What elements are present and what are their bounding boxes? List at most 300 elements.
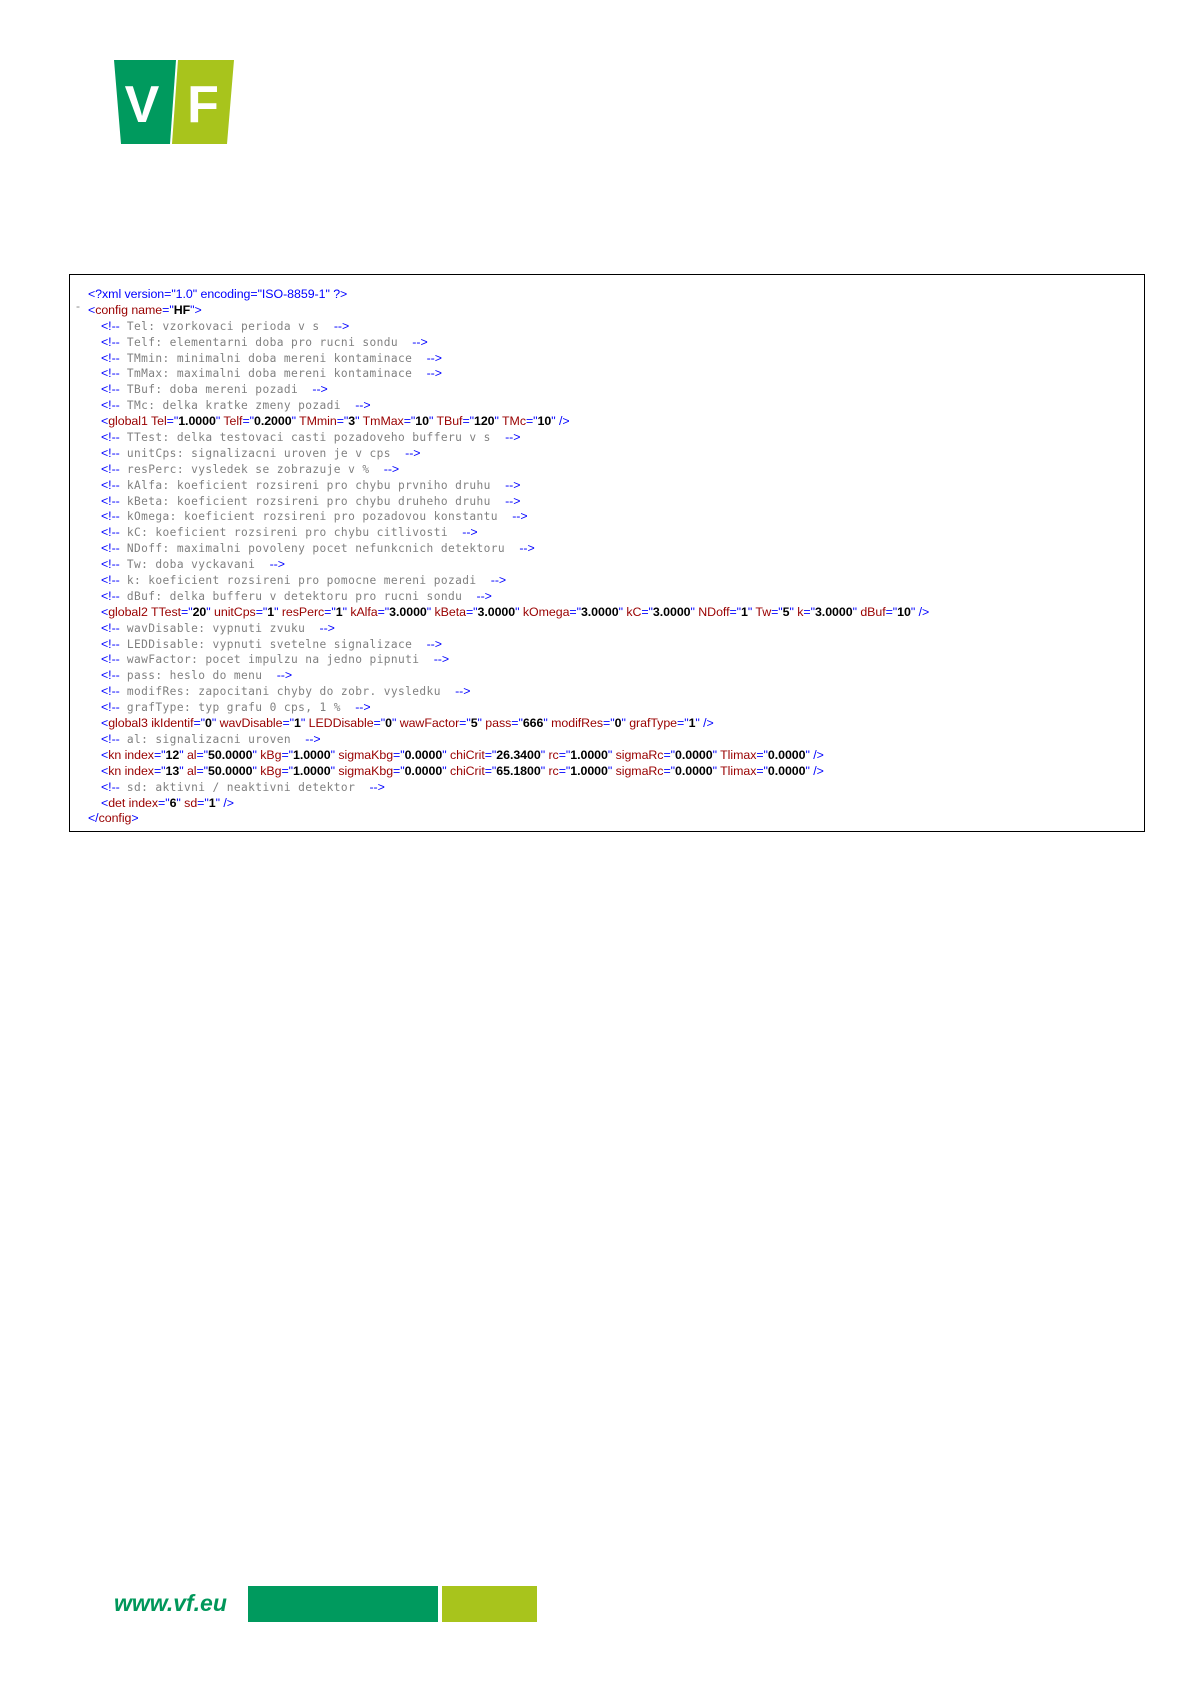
attr-value: 1.0000 — [570, 747, 608, 762]
comment-text: wawFactor: pocet impulzu na jedno pipnuti — [119, 653, 434, 667]
attr-quote: =" — [641, 604, 653, 619]
attr-name: al — [183, 763, 197, 778]
comment-open: <!-- — [101, 525, 120, 540]
xml-line — [70, 780, 1144, 796]
attr-value: 0.0000 — [675, 747, 713, 762]
comment-close: --> — [426, 636, 442, 651]
attr-value: 1 — [741, 604, 748, 619]
attr-name: wawFactor — [396, 716, 460, 731]
attr-value: 1.0000 — [292, 747, 331, 762]
xml-line — [70, 732, 1144, 748]
comment-close: --> — [333, 318, 350, 333]
comment-text: pass: heslo do menu — [119, 669, 277, 683]
comment-text: TMmin: minimalni doba mereni kontaminace — [119, 351, 427, 365]
attr-name: Tel — [147, 414, 167, 429]
footer-green-bar — [248, 1586, 438, 1622]
xml-line — [70, 764, 1144, 780]
attr-quote: " — [695, 716, 700, 731]
attr-quote: " — [300, 716, 306, 731]
attr-name: wavDisable — [216, 716, 283, 731]
attr-name: TTest — [147, 604, 182, 619]
attr-value: HF — [173, 302, 191, 317]
tag-bracket: /> — [699, 716, 714, 731]
xml-line — [70, 335, 1144, 351]
attr-value: 50.0000 — [208, 763, 253, 778]
xml-line — [70, 351, 1144, 367]
comment-open: <!-- — [101, 493, 120, 508]
xml-line — [70, 684, 1144, 700]
xml-line — [70, 398, 1144, 414]
attr-name: resPerc — [278, 604, 325, 619]
attr-name: index — [121, 747, 154, 762]
attr-quote: " — [852, 604, 857, 619]
comment-open: <!-- — [101, 366, 120, 381]
tag-bracket: /> — [555, 414, 570, 429]
attr-quote: " — [176, 795, 181, 810]
comment-close: --> — [319, 620, 335, 635]
xml-line — [70, 414, 1144, 430]
attr-name: TMc — [498, 414, 526, 429]
attr-value: 13 — [165, 763, 180, 778]
comment-text: TBuf: doba mereni pozadi — [119, 383, 313, 397]
comment-close: --> — [476, 588, 492, 603]
attr-value: 3.0000 — [389, 604, 427, 619]
comment-text: unitCps: signalizacni uroven je v cps — [119, 446, 406, 460]
attr-quote: " — [206, 604, 211, 619]
attr-name: TMmin — [295, 414, 337, 429]
comment-text: kAlfa: koeficient rozsireni pro chybu prvniho druhu — [119, 478, 506, 492]
attr-value: 1 — [294, 716, 301, 731]
comment-close: --> — [490, 573, 507, 588]
tag-bracket: < — [101, 414, 109, 429]
attr-quote: " — [215, 414, 221, 429]
attr-quote: " — [712, 747, 717, 762]
tag-name: global3 — [108, 716, 148, 731]
comment-close: --> — [276, 668, 293, 683]
comment-close: --> — [312, 382, 328, 397]
attr-value: 1 — [208, 795, 216, 810]
attr-quote: " — [215, 795, 220, 810]
attr-quote: " — [607, 747, 613, 762]
comment-text: NDoff: maximalni povoleny pocet nefunkcnich detektoru — [119, 542, 520, 556]
xml-line — [70, 668, 1144, 684]
comment-open: <!-- — [101, 509, 120, 524]
comment-close: --> — [383, 461, 400, 476]
comment-text: TmMax: maximalni doba mereni kontaminace — [119, 367, 427, 381]
comment-text: TTest: delka testovaci casti pozadoveho bufferu v s — [119, 431, 506, 445]
attr-name: sigmaKbg — [334, 747, 394, 762]
attr-name: kC — [622, 604, 642, 619]
tag-bracket: </ — [88, 811, 99, 826]
xml-line — [70, 716, 1144, 732]
comment-open: <!-- — [101, 588, 120, 603]
tag-name: config — [98, 811, 132, 826]
xml-lines — [70, 287, 1144, 827]
attr-value: 3.0000 — [814, 604, 853, 619]
comment-text: Telf: elementarni doba pro rucni sondu — [119, 335, 413, 349]
attr-value: 0 — [385, 716, 392, 731]
attr-quote: " — [330, 763, 335, 778]
comment-open: <!-- — [101, 445, 120, 460]
attr-quote: " — [690, 604, 695, 619]
xml-line — [70, 366, 1144, 382]
attr-name: modifRes — [547, 716, 604, 731]
tag-name: global2 — [108, 604, 148, 619]
attr-quote: =" — [166, 414, 179, 429]
comment-close: --> — [505, 477, 521, 492]
comment-close: --> — [355, 700, 371, 715]
attr-value: 6 — [169, 795, 177, 810]
comment-open: <!-- — [101, 652, 120, 667]
comment-close: --> — [269, 557, 285, 572]
comment-close: --> — [455, 684, 471, 699]
comment-text: k: koeficient rozsireni pro pomocne mereni pozadi — [119, 574, 491, 588]
attr-name: index — [125, 795, 159, 810]
comment-close: --> — [433, 652, 450, 667]
comment-text: LEDDisable: vypnuti svetelne signalizace — [119, 637, 427, 651]
attr-quote: =" — [803, 604, 815, 619]
attr-quote: =" — [511, 716, 523, 731]
attr-quote: =" — [181, 604, 193, 619]
xml-line — [70, 478, 1144, 494]
tag-bracket: > — [194, 302, 202, 317]
attr-name: dBuf — [856, 604, 886, 619]
attr-quote: =" — [663, 763, 676, 778]
attr-quote: =" — [663, 747, 676, 762]
attr-name: kAlfa — [346, 604, 378, 619]
attr-quote: =" — [403, 414, 416, 429]
attr-quote: =" — [373, 716, 386, 731]
attr-name: chiCrit — [446, 747, 485, 762]
xml-line — [70, 637, 1144, 653]
attr-name: Telf — [220, 414, 243, 429]
xml-line — [70, 557, 1144, 573]
tag-bracket: < — [101, 795, 109, 810]
comment-text: resPerc: vysledek se zobrazuje v % — [119, 462, 384, 476]
attr-quote: " — [551, 414, 556, 429]
attr-quote: " — [747, 604, 753, 619]
tag-name: kn — [108, 747, 122, 762]
attr-quote: =" — [459, 716, 471, 731]
attr-value: 0.0000 — [767, 763, 806, 778]
attr-quote: " — [805, 747, 810, 762]
comment-text: kC: koeficient rozsireni pro chybu citlivosti — [119, 526, 463, 540]
attr-quote: =" — [281, 747, 293, 762]
attr-quote: =" — [558, 763, 571, 778]
attr-quote: =" — [465, 604, 478, 619]
attr-value: 3.0000 — [652, 604, 691, 619]
xml-line — [70, 652, 1144, 668]
attr-quote: =" — [484, 747, 497, 762]
attr-quote: " — [540, 763, 546, 778]
attr-value: 0 — [205, 716, 212, 731]
attr-name: kOmega — [519, 604, 570, 619]
attr-value: 10 — [897, 604, 911, 619]
attr-name: chiCrit — [446, 763, 485, 778]
comment-open: <!-- — [101, 461, 120, 476]
attr-quote: =" — [196, 763, 209, 778]
comment-close: --> — [505, 493, 521, 508]
xml-line — [70, 811, 1144, 827]
footer-lime-bar — [442, 1586, 537, 1622]
collapse-toggle[interactable]: - — [76, 299, 80, 313]
attr-quote: " — [426, 604, 432, 619]
attr-quote: =" — [558, 747, 571, 762]
attr-quote: =" — [336, 414, 349, 429]
attr-value: 12 — [165, 747, 180, 762]
attr-quote: " — [179, 747, 184, 762]
attr-quote: " — [391, 716, 397, 731]
attr-quote: " — [291, 414, 296, 429]
attr-name: kBg — [256, 763, 282, 778]
attr-quote: =" — [158, 795, 170, 810]
comment-text: kOmega: koeficient rozsireni pro pozadovou konstantu — [119, 510, 513, 524]
comment-open: <!-- — [101, 636, 120, 651]
attr-quote: =" — [393, 763, 405, 778]
tag-bracket: > — [131, 811, 139, 826]
attr-name: sd — [180, 795, 198, 810]
attr-quote: " — [515, 604, 520, 619]
attr-name: sigmaRc — [612, 747, 664, 762]
attr-value: 3.0000 — [477, 604, 516, 619]
attr-name: rc — [545, 763, 559, 778]
attr-name: index — [121, 763, 154, 778]
xml-line — [70, 525, 1144, 541]
comment-open: <!-- — [101, 541, 120, 556]
attr-value: 0.0000 — [404, 747, 443, 762]
attr-quote: =" — [255, 604, 268, 619]
attr-value: 3 — [348, 414, 356, 429]
attr-name: TmMax — [359, 414, 404, 429]
comment-open: <!-- — [101, 350, 120, 365]
attr-quote: =" — [281, 763, 293, 778]
comment-open: <!-- — [101, 318, 120, 333]
tag-bracket: < — [101, 763, 109, 778]
xml-line — [70, 589, 1144, 605]
comment-close: --> — [405, 445, 421, 460]
attr-quote: " — [543, 716, 548, 731]
attr-quote: " — [442, 763, 447, 778]
attr-value: 3.0000 — [580, 604, 619, 619]
attr-quote: =" — [162, 302, 174, 317]
attr-quote: " — [211, 716, 217, 731]
tag-bracket: /> — [219, 795, 234, 810]
comment-text: dBuf: delka bufferu v detektoru pro rucni sondu — [119, 589, 477, 603]
attr-value: 1.0000 — [292, 763, 331, 778]
comment-text: grafType: typ grafu 0 cps, 1 % — [119, 701, 356, 715]
xml-line — [70, 700, 1144, 716]
attr-value: 65.1800 — [496, 763, 541, 778]
tag-bracket: /> — [915, 604, 930, 619]
comment-text: modifRes: zapocitani chyby do zobr. vysledku — [119, 685, 456, 699]
attr-quote: " — [252, 763, 257, 778]
attr-value: 1.0000 — [570, 763, 608, 778]
comment-close: --> — [512, 509, 528, 524]
comment-close: --> — [505, 430, 521, 445]
attr-value: 0.0000 — [767, 747, 806, 762]
comment-open: <!-- — [101, 620, 120, 635]
attr-name: kBg — [256, 747, 282, 762]
attr-quote: " — [621, 716, 626, 731]
attr-name: k — [793, 604, 804, 619]
attr-quote: =" — [242, 414, 254, 429]
xml-line — [70, 382, 1144, 398]
attr-name: NDoff — [694, 604, 730, 619]
attr-quote: =" — [377, 604, 390, 619]
comment-text: wavDisable: vypnuti zvuku — [119, 621, 320, 635]
attr-name: rc — [545, 747, 559, 762]
attr-name: al — [183, 747, 197, 762]
comment-text: kBeta: koeficient rozsireni pro chybu druheho druhu — [119, 494, 506, 508]
xml-line — [70, 303, 1144, 319]
footer-website-link[interactable]: www.vf.eu — [114, 1590, 227, 1616]
attr-quote: =" — [885, 604, 898, 619]
xml-declaration: <?xml version="1.0" encoding="ISO-8859-1" ?> — [88, 287, 348, 301]
attr-quote: " — [540, 747, 546, 762]
attr-quote: " — [252, 747, 257, 762]
tag-bracket: < — [88, 302, 96, 317]
tag-bracket: /> — [809, 747, 824, 762]
attr-quote: " — [428, 414, 434, 429]
comment-close: --> — [305, 731, 321, 746]
xml-line — [70, 430, 1144, 446]
logo-letter-v: V — [124, 76, 160, 134]
attr-value: 0 — [614, 716, 622, 731]
attr-quote: " — [355, 414, 360, 429]
attr-quote: " — [712, 763, 717, 778]
attr-name: kBeta — [431, 604, 466, 619]
attr-quote: " — [179, 763, 184, 778]
xml-line — [70, 446, 1144, 462]
attr-value: 10 — [415, 414, 429, 429]
attr-value: 666 — [522, 716, 544, 731]
attr-quote: =" — [729, 604, 742, 619]
xml-line — [70, 605, 1144, 621]
xml-line — [70, 573, 1144, 589]
attr-quote: =" — [484, 763, 497, 778]
attr-quote: " — [494, 414, 499, 429]
attr-value: 1.0000 — [178, 414, 216, 429]
comment-close: --> — [426, 350, 442, 365]
attr-name: pass — [481, 716, 512, 731]
comment-open: <!-- — [101, 398, 120, 413]
tag-name: global1 — [108, 414, 148, 429]
attr-value: 1 — [688, 716, 696, 731]
comment-text: al: signalizacni uroven — [119, 732, 306, 746]
attr-value: 0.0000 — [675, 763, 713, 778]
attr-name: grafType — [625, 716, 678, 731]
attr-name: Tlimax — [716, 747, 757, 762]
comment-close: --> — [426, 366, 442, 381]
attr-quote: =" — [525, 414, 538, 429]
attr-quote: =" — [197, 795, 209, 810]
attr-quote: " — [330, 747, 335, 762]
tag-bracket: /> — [809, 763, 824, 778]
attr-value: 1 — [267, 604, 275, 619]
xml-listing-box — [69, 274, 1145, 832]
attr-value: 0.2000 — [253, 414, 292, 429]
xml-line — [70, 494, 1144, 510]
comment-open: <!-- — [101, 731, 120, 746]
xml-line — [70, 462, 1144, 478]
attr-value: 120 — [473, 414, 495, 429]
comment-open: <!-- — [101, 334, 120, 349]
tag-bracket: < — [101, 604, 109, 619]
attr-quote: =" — [603, 716, 615, 731]
xml-line — [70, 287, 1144, 303]
attr-quote: " — [442, 747, 447, 762]
xml-line — [70, 319, 1144, 335]
attr-quote: " — [274, 604, 279, 619]
comment-close: --> — [369, 779, 385, 794]
comment-text: TMc: delka kratke zmeny pozadi — [119, 399, 356, 413]
tag-name: kn — [108, 763, 122, 778]
attr-quote: =" — [756, 747, 768, 762]
attr-value: 26.3400 — [496, 747, 541, 762]
attr-quote: =" — [462, 414, 474, 429]
attr-quote: =" — [324, 604, 336, 619]
xml-line — [70, 748, 1144, 764]
logo-letter-f: F — [187, 76, 219, 134]
vf-logo — [114, 60, 234, 144]
attr-value: 5 — [782, 604, 790, 619]
attr-value: 1 — [335, 604, 343, 619]
attr-quote: " — [342, 604, 347, 619]
comment-text: sd: aktivni / neaktivni detektor — [119, 780, 370, 794]
tag-bracket: < — [101, 747, 109, 762]
comment-close: --> — [462, 525, 478, 540]
comment-open: <!-- — [101, 573, 120, 588]
attr-quote: =" — [677, 716, 689, 731]
xml-line — [70, 509, 1144, 525]
tag-name: config — [95, 302, 128, 317]
attr-quote: =" — [393, 747, 405, 762]
tag-bracket: < — [101, 716, 109, 731]
attr-quote: " — [618, 604, 623, 619]
comment-open: <!-- — [101, 684, 120, 699]
attr-quote: " — [789, 604, 794, 619]
xml-line — [70, 796, 1144, 812]
attr-value: 10 — [537, 414, 552, 429]
attr-quote: =" — [193, 716, 206, 731]
attr-name: TBuf — [433, 414, 463, 429]
attr-quote: =" — [569, 604, 581, 619]
comment-close: --> — [355, 398, 371, 413]
attr-value: 20 — [192, 604, 207, 619]
attr-name: ikIdentif — [147, 716, 194, 731]
comment-open: <!-- — [101, 668, 120, 683]
attr-quote: " — [910, 604, 916, 619]
comment-open: <!-- — [101, 557, 120, 572]
attr-quote: =" — [771, 604, 783, 619]
attr-quote: " — [190, 302, 195, 317]
comment-close: --> — [519, 541, 535, 556]
attr-value: 5 — [470, 716, 478, 731]
attr-quote: " — [477, 716, 482, 731]
attr-value: 0.0000 — [404, 763, 443, 778]
comment-open: <!-- — [101, 700, 120, 715]
attr-name: Tlimax — [716, 763, 757, 778]
comment-open: <!-- — [101, 382, 120, 397]
comment-close: --> — [412, 334, 428, 349]
tag-name: det — [108, 795, 126, 810]
attr-quote: " — [607, 763, 613, 778]
comment-open: <!-- — [101, 430, 120, 445]
attr-name: name — [127, 302, 163, 317]
attr-quote: =" — [756, 763, 768, 778]
comment-text: Tel: vzorkovaci perioda v s — [119, 319, 334, 333]
attr-quote: =" — [153, 747, 166, 762]
